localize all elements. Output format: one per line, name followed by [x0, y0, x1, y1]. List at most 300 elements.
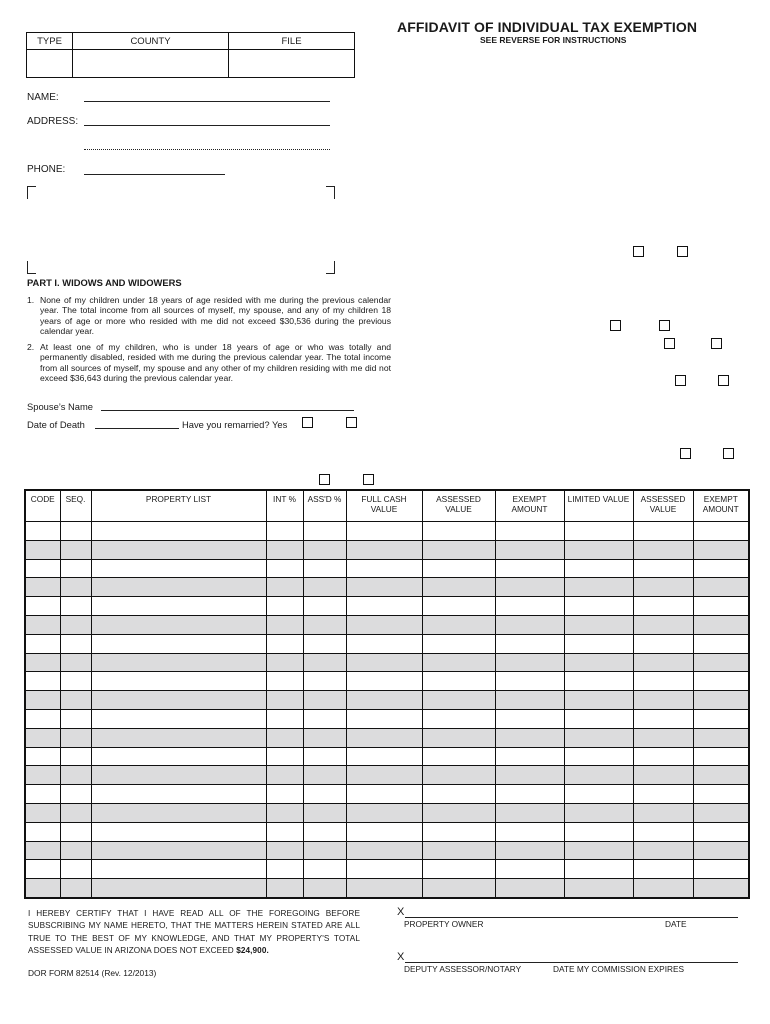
table-row — [25, 766, 749, 785]
table-cell[interactable] — [25, 841, 60, 860]
table-cell[interactable] — [25, 822, 60, 841]
table-cell[interactable] — [303, 766, 346, 785]
table-cell[interactable] — [25, 766, 60, 785]
table-cell[interactable] — [91, 615, 266, 634]
table-cell[interactable] — [303, 879, 346, 898]
table-cell[interactable] — [564, 747, 633, 766]
property-table — [24, 489, 750, 899]
commission-expires-label: DATE MY COMMISSION EXPIRES — [553, 964, 685, 974]
table-cell[interactable] — [303, 597, 346, 616]
table-cell[interactable] — [693, 747, 749, 766]
table-cell[interactable] — [633, 860, 693, 879]
table-cell[interactable] — [266, 879, 303, 898]
table-cell[interactable] — [693, 522, 749, 541]
table-cell[interactable] — [693, 559, 749, 578]
table-cell[interactable] — [693, 615, 749, 634]
remarried-label: Have you remarried? Yes — [182, 419, 288, 430]
table-cell[interactable] — [693, 672, 749, 691]
table-cell[interactable] — [422, 540, 495, 559]
table-row — [25, 559, 749, 578]
table-cell[interactable] — [25, 522, 60, 541]
table-row — [25, 803, 749, 822]
type-field[interactable] — [27, 50, 73, 78]
phone-label: PHONE: — [27, 164, 66, 175]
table-cell[interactable] — [633, 691, 693, 710]
table-cell[interactable] — [303, 860, 346, 879]
table-cell[interactable] — [564, 841, 633, 860]
table-cell[interactable] — [564, 709, 633, 728]
table-cell[interactable] — [91, 653, 266, 672]
table-cell[interactable] — [693, 841, 749, 860]
date-of-death-label: Date of Death — [27, 419, 85, 430]
table-row — [25, 747, 749, 766]
checkbox-item2-yes[interactable] — [675, 375, 686, 386]
table-cell[interactable] — [91, 709, 266, 728]
table-cell[interactable] — [564, 766, 633, 785]
column-assessed-value: ASSESSED VALUE — [422, 490, 495, 522]
county-field[interactable] — [73, 50, 229, 78]
table-cell[interactable] — [422, 578, 495, 597]
form-id: DOR FORM 82514 (Rev. 12/2013) — [28, 968, 157, 978]
table-cell[interactable] — [633, 728, 693, 747]
table-cell[interactable] — [564, 615, 633, 634]
table-row — [25, 860, 749, 879]
table-cell[interactable] — [25, 728, 60, 747]
table-cell[interactable] — [346, 766, 422, 785]
table-cell[interactable] — [60, 728, 91, 747]
table-cell[interactable] — [303, 841, 346, 860]
table-cell[interactable] — [422, 747, 495, 766]
table-cell[interactable] — [266, 747, 303, 766]
table-cell[interactable] — [422, 597, 495, 616]
part1-heading: PART I. WIDOWS AND WIDOWERS — [27, 277, 182, 288]
table-cell[interactable] — [564, 672, 633, 691]
table-cell[interactable] — [303, 709, 346, 728]
table-cell[interactable] — [422, 766, 495, 785]
table-cell[interactable] — [564, 559, 633, 578]
deputy-signature-line[interactable] — [405, 962, 738, 963]
table-cell[interactable] — [346, 785, 422, 804]
table-cell[interactable] — [495, 709, 564, 728]
table-cell[interactable] — [91, 578, 266, 597]
table-cell[interactable] — [60, 747, 91, 766]
table-cell[interactable] — [693, 728, 749, 747]
table-cell[interactable] — [495, 540, 564, 559]
table-cell[interactable] — [633, 709, 693, 728]
table-cell[interactable] — [346, 578, 422, 597]
table-cell[interactable] — [495, 879, 564, 898]
table-cell[interactable] — [693, 803, 749, 822]
table-cell[interactable] — [346, 728, 422, 747]
table-cell[interactable] — [346, 822, 422, 841]
table-cell[interactable] — [60, 578, 91, 597]
table-cell[interactable] — [91, 747, 266, 766]
table-cell[interactable] — [91, 841, 266, 860]
table-cell[interactable] — [60, 597, 91, 616]
table-cell[interactable] — [303, 747, 346, 766]
table-cell[interactable] — [422, 841, 495, 860]
checkbox-item2-no[interactable] — [718, 375, 729, 386]
table-cell[interactable] — [25, 597, 60, 616]
table-cell[interactable] — [495, 691, 564, 710]
remarried-no-checkbox[interactable] — [346, 417, 357, 428]
table-cell[interactable] — [303, 803, 346, 822]
window-corner-top-right — [326, 186, 335, 199]
table-row — [25, 540, 749, 559]
table-cell[interactable] — [633, 747, 693, 766]
table-cell[interactable] — [303, 559, 346, 578]
table-cell[interactable] — [495, 597, 564, 616]
table-cell[interactable] — [422, 860, 495, 879]
table-cell[interactable] — [266, 803, 303, 822]
part1-item1 — [27, 295, 391, 336]
part1-item1-number: 1. — [27, 295, 35, 305]
table-cell[interactable] — [266, 822, 303, 841]
table-cell[interactable] — [60, 766, 91, 785]
table-cell[interactable] — [633, 841, 693, 860]
table-cell[interactable] — [633, 597, 693, 616]
table-cell[interactable] — [495, 634, 564, 653]
certification-text: I HEREBY CERTIFY THAT I HAVE READ ALL OF THE FOREGOING BEFORE SUBSCRIBING MY NAME HERETO, THAT THE MATTERS HEREIN STATED ARE ALL TRUE TO THE BEST OF MY KNOWLEDGE, AND THAT MY PROPERTY'S TOTAL ASSESSED VALUE IN ARIZONA DOES NOT EXCEED — [28, 909, 360, 956]
checkbox-office-1a[interactable] — [633, 246, 644, 257]
column-assd-percent: ASS'D % — [303, 490, 346, 522]
table-cell[interactable] — [60, 841, 91, 860]
table-cell[interactable] — [564, 540, 633, 559]
table-row — [25, 672, 749, 691]
table-cell[interactable] — [495, 522, 564, 541]
table-cell[interactable] — [91, 540, 266, 559]
table-cell[interactable] — [422, 672, 495, 691]
table-cell[interactable] — [346, 860, 422, 879]
table-cell[interactable] — [346, 653, 422, 672]
table-row — [25, 879, 749, 898]
table-cell[interactable] — [422, 803, 495, 822]
table-cell[interactable] — [91, 634, 266, 653]
table-cell[interactable] — [564, 691, 633, 710]
table-cell[interactable] — [346, 803, 422, 822]
file-field[interactable] — [229, 50, 355, 78]
table-cell[interactable] — [303, 822, 346, 841]
table-cell[interactable] — [693, 766, 749, 785]
deputy-signature-x: X — [397, 951, 405, 963]
table-row — [25, 728, 749, 747]
column-int-percent: INT % — [266, 490, 303, 522]
table-cell[interactable] — [266, 540, 303, 559]
table-cell[interactable] — [60, 653, 91, 672]
table-cell[interactable] — [60, 803, 91, 822]
table-cell[interactable] — [25, 747, 60, 766]
table-cell[interactable] — [693, 860, 749, 879]
table-cell[interactable] — [25, 803, 60, 822]
table-cell[interactable] — [495, 728, 564, 747]
table-cell[interactable] — [91, 766, 266, 785]
table-cell[interactable] — [266, 634, 303, 653]
table-cell[interactable] — [91, 728, 266, 747]
checkbox-item1b-yes[interactable] — [664, 338, 675, 349]
name-field[interactable] — [84, 101, 330, 102]
table-cell[interactable] — [266, 653, 303, 672]
table-cell[interactable] — [693, 597, 749, 616]
table-cell[interactable] — [633, 653, 693, 672]
table-cell[interactable] — [266, 578, 303, 597]
table-cell[interactable] — [266, 691, 303, 710]
table-cell[interactable] — [25, 559, 60, 578]
table-cell[interactable] — [91, 822, 266, 841]
table-cell[interactable] — [693, 578, 749, 597]
table-cell[interactable] — [564, 822, 633, 841]
table-cell[interactable] — [564, 522, 633, 541]
table-cell[interactable] — [564, 634, 633, 653]
table-cell[interactable] — [422, 615, 495, 634]
date-of-death-field[interactable] — [95, 428, 179, 429]
table-cell[interactable] — [693, 822, 749, 841]
column-exempt-amount: EXEMPT AMOUNT — [495, 490, 564, 522]
table-cell[interactable] — [91, 559, 266, 578]
table-cell[interactable] — [303, 785, 346, 804]
table-cell[interactable] — [91, 597, 266, 616]
name-label: NAME: — [27, 92, 59, 103]
table-cell[interactable] — [60, 822, 91, 841]
table-cell[interactable] — [495, 615, 564, 634]
table-cell[interactable] — [693, 879, 749, 898]
table-cell[interactable] — [60, 634, 91, 653]
checkbox-item1b-no[interactable] — [711, 338, 722, 349]
table-cell[interactable] — [564, 785, 633, 804]
table-cell[interactable] — [633, 634, 693, 653]
column-exempt-amount-2: EXEMPT AMOUNT — [693, 490, 749, 522]
table-cell[interactable] — [495, 578, 564, 597]
table-cell[interactable] — [422, 559, 495, 578]
table-cell[interactable] — [564, 879, 633, 898]
table-cell[interactable] — [266, 841, 303, 860]
table-cell[interactable] — [422, 522, 495, 541]
table-cell[interactable] — [266, 766, 303, 785]
table-cell[interactable] — [564, 578, 633, 597]
table-cell[interactable] — [60, 522, 91, 541]
table-cell[interactable] — [91, 785, 266, 804]
spouse-name-field[interactable] — [101, 410, 354, 411]
certification-limit: $24,900. — [236, 946, 269, 956]
table-cell[interactable] — [60, 691, 91, 710]
table-cell[interactable] — [346, 540, 422, 559]
table-cell[interactable] — [422, 822, 495, 841]
table-cell[interactable] — [495, 653, 564, 672]
window-corner-bottom-right — [326, 261, 335, 274]
table-cell[interactable] — [495, 672, 564, 691]
table-cell[interactable] — [633, 540, 693, 559]
table-cell[interactable] — [346, 709, 422, 728]
table-cell[interactable] — [266, 559, 303, 578]
table-cell[interactable] — [633, 803, 693, 822]
table-row — [25, 709, 749, 728]
table-cell[interactable] — [495, 860, 564, 879]
table-cell[interactable] — [346, 634, 422, 653]
owner-signature-line[interactable] — [405, 917, 738, 918]
table-cell[interactable] — [495, 785, 564, 804]
table-cell[interactable] — [422, 691, 495, 710]
table-cell[interactable] — [60, 709, 91, 728]
table-cell[interactable] — [25, 615, 60, 634]
checkbox-office-2b[interactable] — [723, 448, 734, 459]
table-cell[interactable] — [266, 860, 303, 879]
table-cell[interactable] — [422, 728, 495, 747]
table-row — [25, 578, 749, 597]
owner-signature-x: X — [397, 906, 405, 918]
checkbox-office-3a[interactable] — [319, 474, 330, 485]
table-cell[interactable] — [633, 578, 693, 597]
column-full-cash-value: FULL CASH VALUE — [346, 490, 422, 522]
table-cell[interactable] — [346, 615, 422, 634]
table-cell[interactable] — [60, 879, 91, 898]
property-owner-label: PROPERTY OWNER — [404, 919, 484, 929]
table-cell[interactable] — [266, 522, 303, 541]
table-row — [25, 822, 749, 841]
address-field-line2[interactable] — [84, 149, 330, 150]
table-cell[interactable] — [495, 803, 564, 822]
table-cell[interactable] — [346, 747, 422, 766]
checkbox-office-3b[interactable] — [363, 474, 374, 485]
table-cell[interactable] — [346, 597, 422, 616]
table-cell[interactable] — [303, 540, 346, 559]
certification-statement — [28, 908, 360, 958]
table-cell[interactable] — [303, 653, 346, 672]
table-cell[interactable] — [91, 672, 266, 691]
table-cell[interactable] — [693, 691, 749, 710]
column-seq: SEQ. — [60, 490, 91, 522]
table-cell[interactable] — [693, 709, 749, 728]
table-cell[interactable] — [633, 522, 693, 541]
table-cell[interactable] — [633, 879, 693, 898]
window-corner-top-left — [27, 186, 36, 199]
table-cell[interactable] — [25, 785, 60, 804]
table-cell[interactable] — [346, 559, 422, 578]
part1-item1-text: None of my children under 18 years of age resided with me during the previous calendar year. The total income from all sources of myself, my spouse, and any of my children 18 years of age or more who resided with me did not exceed $30,536 during the previous calendar year. — [40, 295, 391, 336]
checkbox-item1-no[interactable] — [659, 320, 670, 331]
table-cell[interactable] — [266, 785, 303, 804]
owner-date-label: DATE — [665, 919, 687, 929]
address-field-line1[interactable] — [84, 125, 330, 126]
table-cell[interactable] — [303, 522, 346, 541]
table-cell[interactable] — [91, 691, 266, 710]
remarried-yes-checkbox[interactable] — [302, 417, 313, 428]
table-cell[interactable] — [495, 766, 564, 785]
table-cell[interactable] — [495, 559, 564, 578]
table-cell[interactable] — [25, 672, 60, 691]
table-cell[interactable] — [266, 728, 303, 747]
table-cell[interactable] — [91, 879, 266, 898]
table-cell[interactable] — [303, 615, 346, 634]
table-cell[interactable] — [346, 691, 422, 710]
table-cell[interactable] — [60, 785, 91, 804]
table-cell[interactable] — [25, 653, 60, 672]
table-cell[interactable] — [633, 822, 693, 841]
table-cell[interactable] — [60, 672, 91, 691]
table-cell[interactable] — [422, 634, 495, 653]
table-cell[interactable] — [633, 559, 693, 578]
checkbox-office-2a[interactable] — [680, 448, 691, 459]
table-row — [25, 522, 749, 541]
table-cell[interactable] — [422, 653, 495, 672]
column-property-list: PROPERTY LIST — [91, 490, 266, 522]
table-cell[interactable] — [303, 691, 346, 710]
checkbox-office-1b[interactable] — [677, 246, 688, 257]
table-cell[interactable] — [346, 672, 422, 691]
county-header: COUNTY — [73, 33, 229, 50]
table-cell[interactable] — [91, 860, 266, 879]
table-cell[interactable] — [422, 709, 495, 728]
table-cell[interactable] — [495, 841, 564, 860]
table-cell[interactable] — [346, 522, 422, 541]
table-cell[interactable] — [346, 841, 422, 860]
table-cell[interactable] — [25, 691, 60, 710]
table-cell[interactable] — [266, 597, 303, 616]
table-cell[interactable] — [91, 803, 266, 822]
table-cell[interactable] — [564, 728, 633, 747]
table-cell[interactable] — [25, 634, 60, 653]
table-cell[interactable] — [633, 672, 693, 691]
table-row — [25, 634, 749, 653]
table-cell[interactable] — [693, 540, 749, 559]
part1-item2-text: At least one of my children, who is under 18 years of age or who was totally and permanently disabled, resided with me during the previous calendar year. The total income from all sources of myself, my spouse and any other of my children residing with me did not exceed $36,643 during the previous calendar year. — [40, 342, 391, 383]
phone-field[interactable] — [84, 174, 225, 175]
table-cell[interactable] — [564, 653, 633, 672]
table-cell[interactable] — [25, 540, 60, 559]
table-cell[interactable] — [633, 615, 693, 634]
table-cell[interactable] — [25, 709, 60, 728]
table-row — [25, 597, 749, 616]
checkbox-item1-yes[interactable] — [610, 320, 621, 331]
table-cell[interactable] — [422, 879, 495, 898]
table-cell[interactable] — [693, 653, 749, 672]
table-cell[interactable] — [303, 634, 346, 653]
table-cell[interactable] — [633, 785, 693, 804]
table-cell[interactable] — [303, 578, 346, 597]
table-cell[interactable] — [495, 822, 564, 841]
table-cell[interactable] — [25, 578, 60, 597]
table-cell[interactable] — [60, 860, 91, 879]
table-cell[interactable] — [266, 615, 303, 634]
deputy-assessor-label: DEPUTY ASSESSOR/NOTARY — [404, 964, 522, 974]
table-cell[interactable] — [693, 785, 749, 804]
table-cell[interactable] — [495, 747, 564, 766]
table-cell[interactable] — [266, 672, 303, 691]
table-cell[interactable] — [60, 540, 91, 559]
table-cell[interactable] — [422, 785, 495, 804]
table-cell[interactable] — [91, 522, 266, 541]
table-cell[interactable] — [266, 709, 303, 728]
table-cell[interactable] — [60, 615, 91, 634]
table-cell[interactable] — [303, 728, 346, 747]
part1-item2 — [27, 342, 391, 383]
table-cell[interactable] — [25, 879, 60, 898]
table-cell[interactable] — [25, 860, 60, 879]
office-use-box — [26, 32, 355, 78]
table-cell[interactable] — [564, 803, 633, 822]
table-cell[interactable] — [346, 879, 422, 898]
form-title: AFFIDAVIT OF INDIVIDUAL TAX EXEMPTION — [397, 19, 698, 35]
file-header: FILE — [229, 33, 355, 50]
table-cell[interactable] — [564, 597, 633, 616]
table-cell[interactable] — [303, 672, 346, 691]
table-cell[interactable] — [564, 860, 633, 879]
column-code: CODE — [25, 490, 60, 522]
table-row — [25, 691, 749, 710]
table-cell[interactable] — [693, 634, 749, 653]
table-cell[interactable] — [633, 766, 693, 785]
window-corner-bottom-left — [27, 261, 36, 274]
table-cell[interactable] — [60, 559, 91, 578]
spouse-name-label: Spouse’s Name — [27, 401, 94, 412]
